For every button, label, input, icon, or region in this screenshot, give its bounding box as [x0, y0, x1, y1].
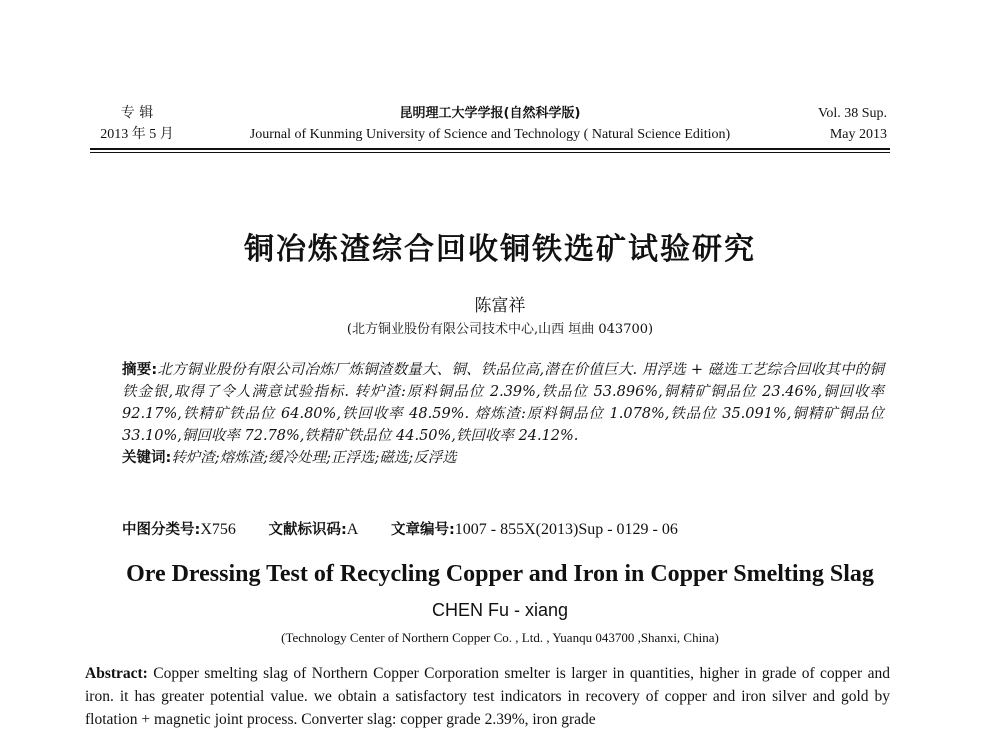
article-no-label: 文章编号:: [390, 522, 455, 538]
clc-value: X756: [200, 521, 236, 538]
abstract-cn-text: 北方铜业股份有限公司冶炼厂炼铜渣数量大、铜、铁品位高,潜在价值巨大. 用浮选 + 磁选工艺综合回收其中的铜铁金银,取得了令人满意试验指标. 转炉渣:原料铜品位 2.39%,铁品位 53.896%,铜精矿铜品位 23.46%,铜回收率 92.17%,铁精矿铁品位 64.80%,铁回收率 48.59%. 熔炼渣:原料铜品位 1.078%,铁品位 35.091%,铜精矿铜品位 33.10%,铜回收率 72.78%,铁精矿铁品位 44.50%,铁回收率 24.12%.: [122, 362, 884, 444]
doc-code-value: A: [346, 521, 359, 538]
header-rule-thin: [90, 152, 890, 153]
clc-item: [122, 522, 236, 538]
keywords-cn-label: 关键词:: [122, 450, 172, 466]
article-no-value: 1007 - 855X(2013)Sup - 0129 - 06: [454, 521, 678, 538]
journal-name-cn: 昆明理工大学学报(自然科学版): [399, 106, 581, 121]
abstract-en-label: Abstract:: [85, 665, 148, 682]
doc-code-item: [268, 522, 358, 538]
abstract-cn: [122, 359, 884, 447]
doc-code-label: 文献标识码:: [268, 522, 347, 538]
keywords-cn-text: 转炉渣;熔炼渣;缓冷处理;正浮选;磁选;反浮选: [171, 450, 457, 466]
clc-label: 中图分类号:: [122, 522, 201, 538]
keywords-cn: [122, 447, 884, 469]
paper-title-en: Ore Dressing Test of Recycling Copper and Iron in Copper Smelting Slag: [126, 561, 874, 587]
classification-line: [122, 519, 882, 541]
article-no-item: [391, 522, 678, 538]
author-en: CHEN Fu - xiang: [431, 600, 569, 620]
abstract-en: [85, 662, 890, 731]
issue-date-en: May 2013: [829, 127, 887, 142]
volume-number: Vol. 38 Sup.: [818, 106, 887, 121]
journal-name-en: Journal of Kunming University of Science and Technology ( Natural Science Edition): [249, 127, 731, 142]
journal-name: [210, 103, 770, 145]
affiliation-en: (Technology Center of Northern Copper Co. , Ltd. , Yuanqu 043700 ,Shanxi, China): [281, 630, 719, 645]
issue-date-cn: 2013 年 5 月: [100, 127, 174, 142]
paper-title-cn: 铜冶炼渣综合回收铜铁选矿试验研究: [244, 232, 756, 267]
special-issue-label: 专 辑: [120, 105, 154, 121]
affiliation-cn: (北方铜业股份有限公司技术中心,山西 垣曲 043700): [346, 322, 654, 337]
abstract-cn-block: [122, 359, 884, 469]
abstract-cn-label: 摘要:: [122, 362, 158, 378]
abstract-en-text: Copper smelting slag of Northern Copper Corporation smelter is larger in quantities, higher in grade of copper and iron. it has greater potential value. we obtain a satisfactory test indicators in recovery of copper and iron silver and gold by flotation + magnetic joint process. Converter slag: copper grade 2.39%, iron grade: [85, 665, 890, 728]
header-rule-thick: [90, 148, 890, 150]
special-issue-date: [92, 103, 182, 145]
author-cn: 陈富祥: [474, 296, 526, 316]
volume-info: [770, 103, 887, 145]
